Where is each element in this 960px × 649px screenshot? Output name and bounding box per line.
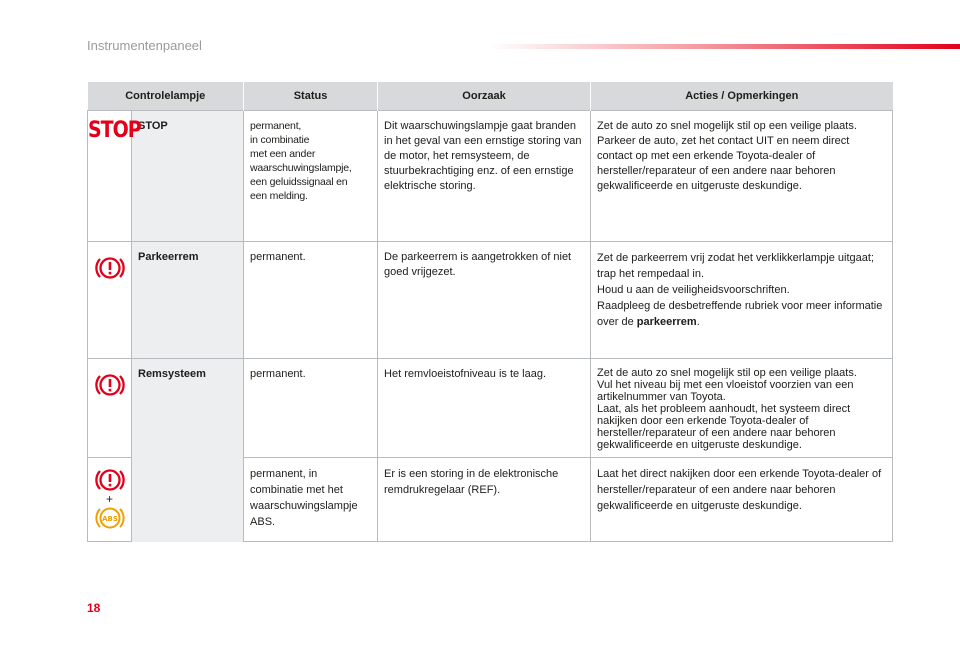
plus-sign: + — [105, 492, 113, 506]
status-text: permanent, in combinatie met een ander waarschuwingslampje, een geluidssignaal en een melding. — [250, 120, 352, 202]
table-row — [88, 111, 893, 242]
cause-text: Het remvloeistofniveau is te laag. — [384, 368, 547, 380]
warning-lamps-table — [87, 82, 893, 542]
brake-warning-icon — [93, 371, 127, 399]
actions-text: Laat het direct nakijken door een erkende Toyota-dealer of hersteller/reparateur of een andere naar behoren gekwalificeerde en uitgeruste deskundige. — [597, 468, 882, 512]
lamp-cause — [378, 359, 591, 458]
lamp-actions — [591, 359, 893, 458]
column-header: Oorzaak — [378, 82, 591, 111]
lamp-icon-cell — [88, 111, 141, 242]
status-text: permanent, in combinatie met het waarschuwingslampje ABS. — [250, 468, 358, 528]
lamp-actions — [591, 458, 893, 542]
table-row — [88, 242, 893, 359]
actions-text: Zet de parkeerrem vrij zodat het verklikkerlampje uitgaat; trap het rempedaal in. Houd u aan de veiligheidsvoorschriften. Raadpleeg de desbetreffende rubriek voor meer informatie over de — [597, 252, 883, 328]
page-section-title: Instrumentenpaneel — [87, 38, 202, 53]
table-header-row — [88, 82, 893, 111]
lamp-name: Parkeerrem — [132, 242, 244, 359]
lamp-status — [244, 359, 378, 458]
cause-text: Dit waarschuwingslampje gaat branden in het geval van een ernstige storing van de motor, het remsysteem, de stuurbekrachtiging enz. of een ernstige elektrische storing. — [384, 120, 582, 192]
actions-text-end: . — [696, 316, 700, 328]
lamp-name: Remsysteem — [132, 359, 244, 542]
lamp-cause — [378, 458, 591, 542]
abs-icon — [93, 504, 127, 532]
brake-plus-abs-icon — [93, 466, 127, 532]
lamp-name: STOP — [132, 111, 244, 242]
brake-warning-icon — [93, 466, 127, 494]
cause-text: De parkeerrem is aangetrokken of niet goed vrijgezet. — [384, 251, 572, 278]
stop-icon: STOP — [88, 117, 141, 143]
lamp-actions — [591, 242, 893, 359]
lamp-status — [244, 458, 378, 542]
table-row — [88, 359, 893, 458]
column-header: Status — [244, 82, 378, 111]
cause-text: Er is een storing in de elektronische remdrukregelaar (REF). — [384, 468, 559, 496]
brake-warning-icon — [93, 254, 127, 282]
actions-text: Zet de auto zo snel mogelijk stil op een veilige plaats. Vul het niveau bij met een vloeistof voorzien van een artikelnummer van Toyota. Laat, als het probleem aanhoudt, het systeem direct nakijken door een erkende Toyota-dealer of hersteller/reparateur of een andere naar behoren gekwalificeerde en uitgeruste deskundige. — [597, 367, 857, 451]
lamp-icon-cell — [88, 242, 132, 359]
parkeerrem-keyword: parkeerrem — [636, 316, 697, 328]
column-header: Controlelampje — [88, 82, 244, 111]
page-number: 18 — [87, 601, 101, 615]
abs-label: ABS — [101, 515, 118, 523]
lamp-icon-cell — [88, 359, 132, 458]
column-header: Acties / Opmerkingen — [591, 82, 893, 111]
header-accent-bar — [490, 44, 960, 49]
lamp-cause — [378, 242, 591, 359]
actions-text: Zet de auto zo snel mogelijk stil op een veilige plaats. Parkeer de auto, zet het contact UIT en neem direct contact op met een erkende Toyota-dealer of hersteller/reparateur of een andere naar behoren gekwalificeerde en uitgeruste deskundige. — [597, 120, 857, 192]
status-text: permanent. — [250, 251, 306, 263]
lamp-actions — [591, 111, 893, 242]
status-text: permanent. — [250, 368, 306, 380]
lamp-status — [244, 242, 378, 359]
lamp-cause — [378, 111, 591, 242]
lamp-icon-cell — [88, 458, 132, 542]
lamp-status — [244, 111, 378, 242]
